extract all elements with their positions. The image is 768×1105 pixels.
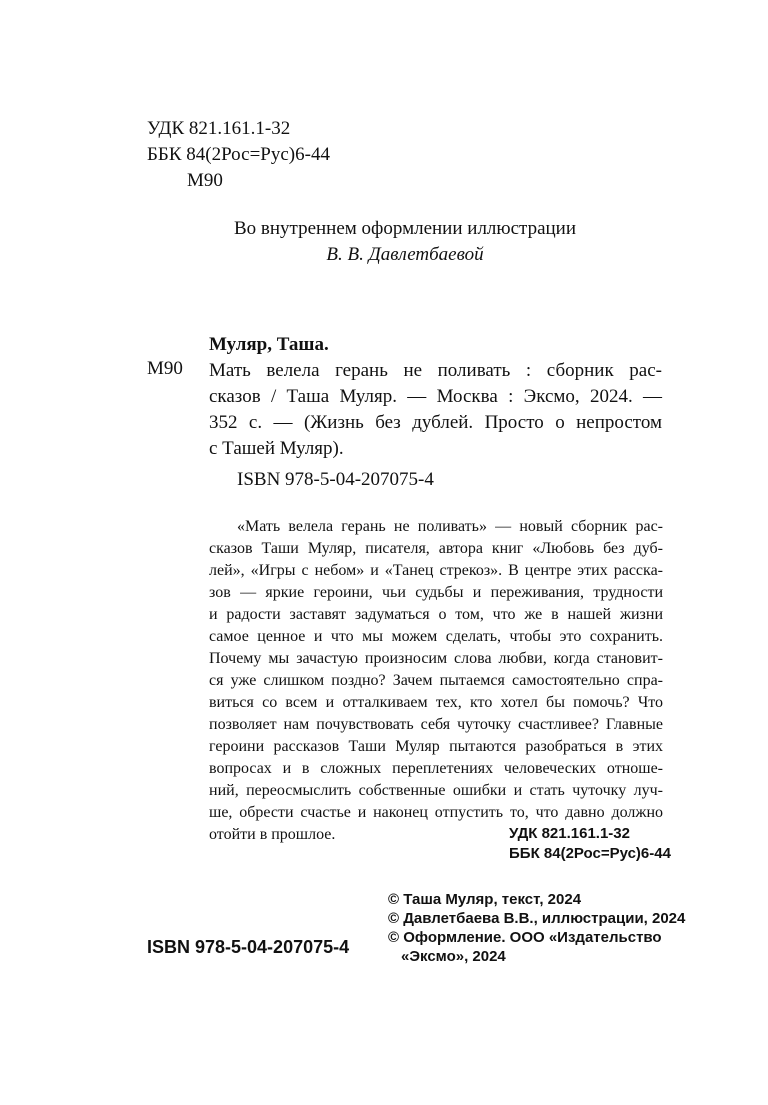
annotation-line: отойти в прошлое. [209,826,336,843]
copyright-text: © Таша Муляр, текст, 2024 [388,891,582,908]
illustrations-credit [147,216,663,268]
annotation-line: позволяет нам почувствовать себя чуточку счастливее? Главные [209,716,663,733]
annotation-line: виться со всем и отталкиваем тех, кто хотел бы помочь? Что [209,694,663,711]
bbk-code: ББК 84(2Рос=Рус)6-44 [147,144,330,165]
annotation-line: героини рассказов Таши Муляр пытаются разобраться в этих [209,738,663,755]
footer-udk-code: УДК 821.161.1-32 [509,825,630,842]
description-line: Мать велела герань не поливать : сборник рас- [209,360,662,381]
illustrations-credit-text: Во внутреннем оформлении иллюстрации [233,218,577,239]
annotation-line: «Мать велела герань не поливать» — новый сборник рас- [237,518,663,535]
description-line: с Ташей Муляр). [209,438,344,459]
classification-block [147,116,330,194]
annotation-line: ся уже слишком поздно? Зачем пытаемся самостоятельно спра- [209,672,663,689]
udk-code: УДК 821.161.1-32 [147,118,291,139]
author-mark: М90 [187,170,223,191]
annotation-line: зов — яркие героини, чьи судьбы и переживания, трудности [209,584,663,601]
annotation-line: ше, обрести счастье и наконец отпустить то, что давно должно [209,804,663,821]
annotation-line: самое ценное и что мы можем сделать, чтобы это сохранить. [209,628,663,645]
annotation-line: лей», «Игры с небом» и «Танец стрекоз». В центре этих расска- [209,562,663,579]
description-line: 352 с. — (Жизнь без дублей. Просто о непростом [209,412,662,433]
annotation [209,516,663,846]
copyright-design: © Оформление. ООО «Издательство [388,929,662,946]
catalog-author: Муляр, Таша. [209,334,329,355]
annotation-line: вопросах и в сложных переплетениях человеческих отноше- [209,760,663,777]
catalog-isbn: ISBN 978-5-04-207075-4 [237,469,434,490]
catalog-code: М90 [147,358,183,379]
copyright-block [388,890,685,966]
annotation-line: сказов Таши Муляр, писателя, автора книг «Любовь без дуб- [209,540,663,557]
catalog-description [209,358,662,462]
annotation-line: Почему мы зачастую произносим слова любви, когда становит- [209,650,663,667]
footer-classification [509,824,671,864]
copyright-design-cont: «Эксмо», 2024 [401,948,506,965]
annotation-line: ний, переосмыслить собственные ошибки и стать чуточку луч- [209,782,663,799]
isbn-bottom: ISBN 978-5-04-207075-4 [147,937,350,957]
description-line: сказов / Таша Муляр. — Москва : Эксмо, 2024. — [209,386,662,407]
footer-bbk-code: ББК 84(2Рос=Рус)6-44 [509,845,671,862]
illustrator-name: В. В. Давлетбаевой [326,244,484,265]
annotation-line: и радости заставят задуматься о том, что же в нашей жизни [209,606,663,623]
copyright-illustrations: © Давлетбаева В.В., иллюстрации, 2024 [388,910,686,927]
